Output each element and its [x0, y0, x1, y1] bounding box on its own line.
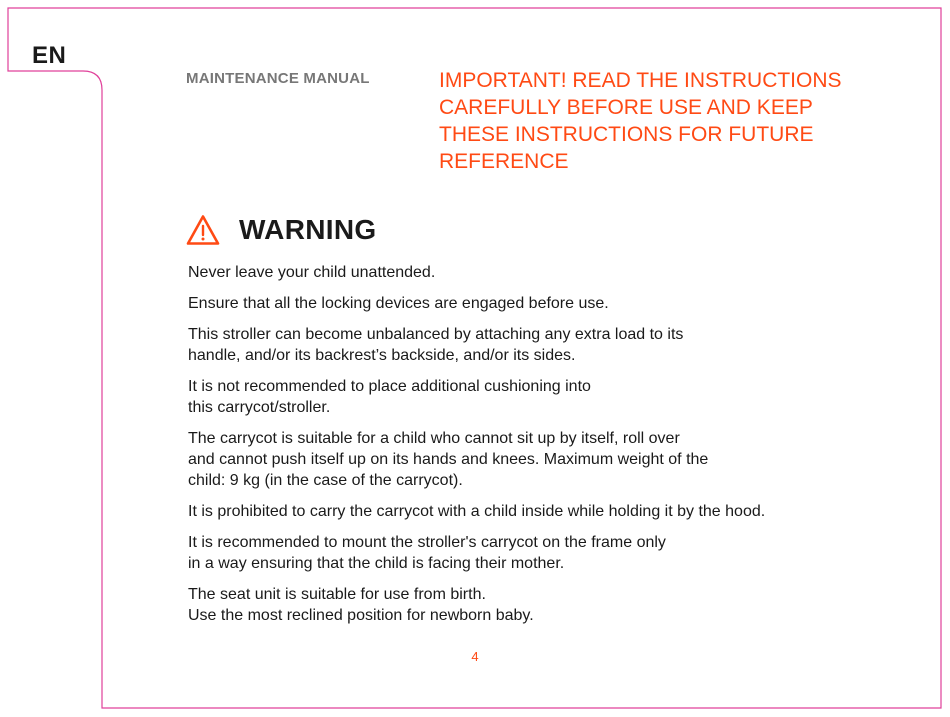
- warning-line: The carrycot is suitable for a child who cannot sit up by itself, roll over: [188, 430, 680, 447]
- warning-line: It is prohibited to carry the carrycot with a child inside while holding it by the hood.: [188, 503, 766, 520]
- important-line: THESE INSTRUCTIONS FOR FUTURE: [439, 123, 814, 146]
- warning-line: handle, and/or its backrest’s backside, and/or its sides.: [188, 347, 576, 364]
- warning-line: child: 9 kg (in the case of the carrycot).: [188, 472, 463, 489]
- page-number: 4: [471, 649, 479, 664]
- manual-label: MAINTENANCE MANUAL: [186, 70, 370, 87]
- important-notice: [439, 67, 909, 175]
- warning-line: It is recommended to mount the stroller's carrycot on the frame only: [188, 534, 666, 551]
- warning-line: and cannot push itself up on its hands and knees. Maximum weight of the: [188, 451, 709, 468]
- warning-line: This stroller can become unbalanced by attaching any extra load to its: [188, 326, 684, 343]
- warning-line: in a way ensuring that the child is facing their mother.: [188, 555, 565, 572]
- warning-line: It is not recommended to place additional cushioning into: [188, 378, 591, 395]
- warning-item: [188, 584, 888, 626]
- warning-title: WARNING: [239, 214, 377, 245]
- warning-line: Ensure that all the locking devices are engaged before use.: [188, 295, 609, 312]
- important-line: CAREFULLY BEFORE USE AND KEEP: [439, 96, 813, 119]
- warning-item: [188, 376, 888, 418]
- important-line: IMPORTANT! READ THE INSTRUCTIONS: [439, 69, 842, 92]
- warning-line: Use the most reclined position for newborn baby.: [188, 607, 534, 624]
- warning-item: [188, 293, 888, 314]
- warning-line: Never leave your child unattended.: [188, 264, 436, 281]
- warning-item: [188, 501, 888, 522]
- warning-item: [188, 532, 888, 574]
- warning-triangle-icon: [186, 214, 220, 246]
- warning-line: The seat unit is suitable for use from birth.: [188, 586, 486, 603]
- important-line: REFERENCE: [439, 150, 569, 173]
- warning-line: this carrycot/stroller.: [188, 399, 331, 416]
- warning-item: [188, 428, 888, 491]
- warning-item: [188, 324, 888, 366]
- warning-list: [188, 262, 888, 636]
- warning-item: [188, 262, 888, 283]
- language-tab: EN: [32, 42, 67, 69]
- warning-header: [186, 210, 376, 250]
